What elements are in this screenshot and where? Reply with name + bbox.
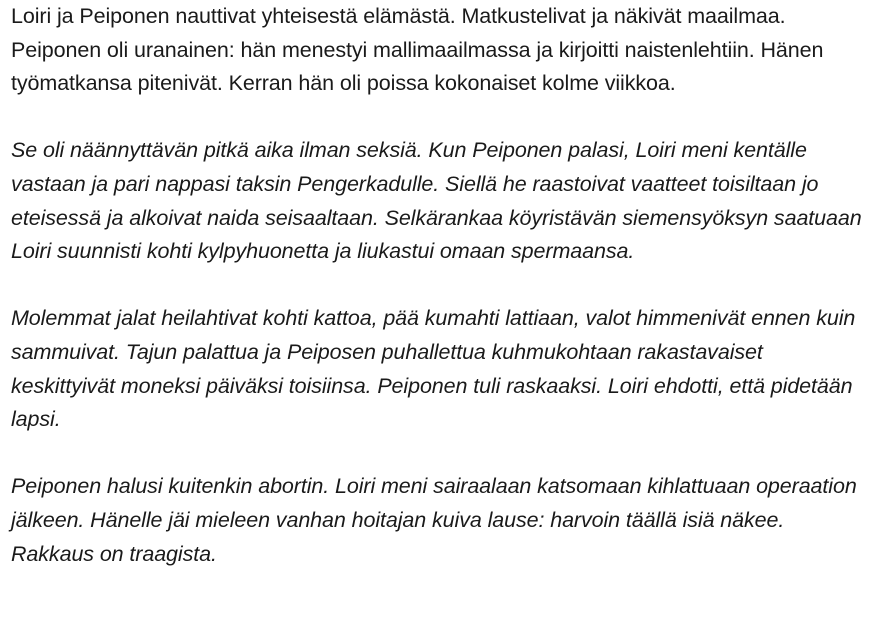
article-body [11,0,871,571]
paragraph-1: Loiri ja Peiponen nauttivat yhteisestä elämästä. Matkustelivat ja näkivät maailmaa. Peiponen oli uranainen: hän menestyi mallimaailmassa ja kirjoitti naistenlehtiin. Hänen työmatkansa pitenivät. Kerran hän oli poissa kokonaiset kolme viikkoa. [11,4,824,96]
paragraph-4: Peiponen halusi kuitenkin abortin. Loiri meni sairaalaan katsomaan kihlattuaan operaation jälkeen. Hänelle jäi mieleen vanhan hoitajan kuiva lause: harvoin täällä isiä näkee. Rakkaus on traagista. [11,474,857,566]
paragraph-3: Molemmat jalat heilahtivat kohti kattoa, pää kumahti lattiaan, valot himmenivät ennen kuin sammuivat. Tajun palattua ja Peiposen puhallettua kuhmukohtaan rakastavaiset keskittyivät moneksi päiväksi toisiinsa. Peiponen tuli raskaaksi. Loiri ehdotti, että pidetään lapsi. [11,306,856,432]
paragraph-2: Se oli näännyttävän pitkä aika ilman seksiä. Kun Peiponen palasi, Loiri meni kentälle vastaan ja pari nappasi taksin Pengerkadulle. Siellä he raastoivat vaatteet toisiltaan jo eteisessä ja alkoivat naida seisaaltaan. Selkärankaa köyristävän siemensyöksyn saatuaan Loiri suunnisti kohti kylpyhuonetta ja liukastui omaan spermaansa. [11,138,862,264]
